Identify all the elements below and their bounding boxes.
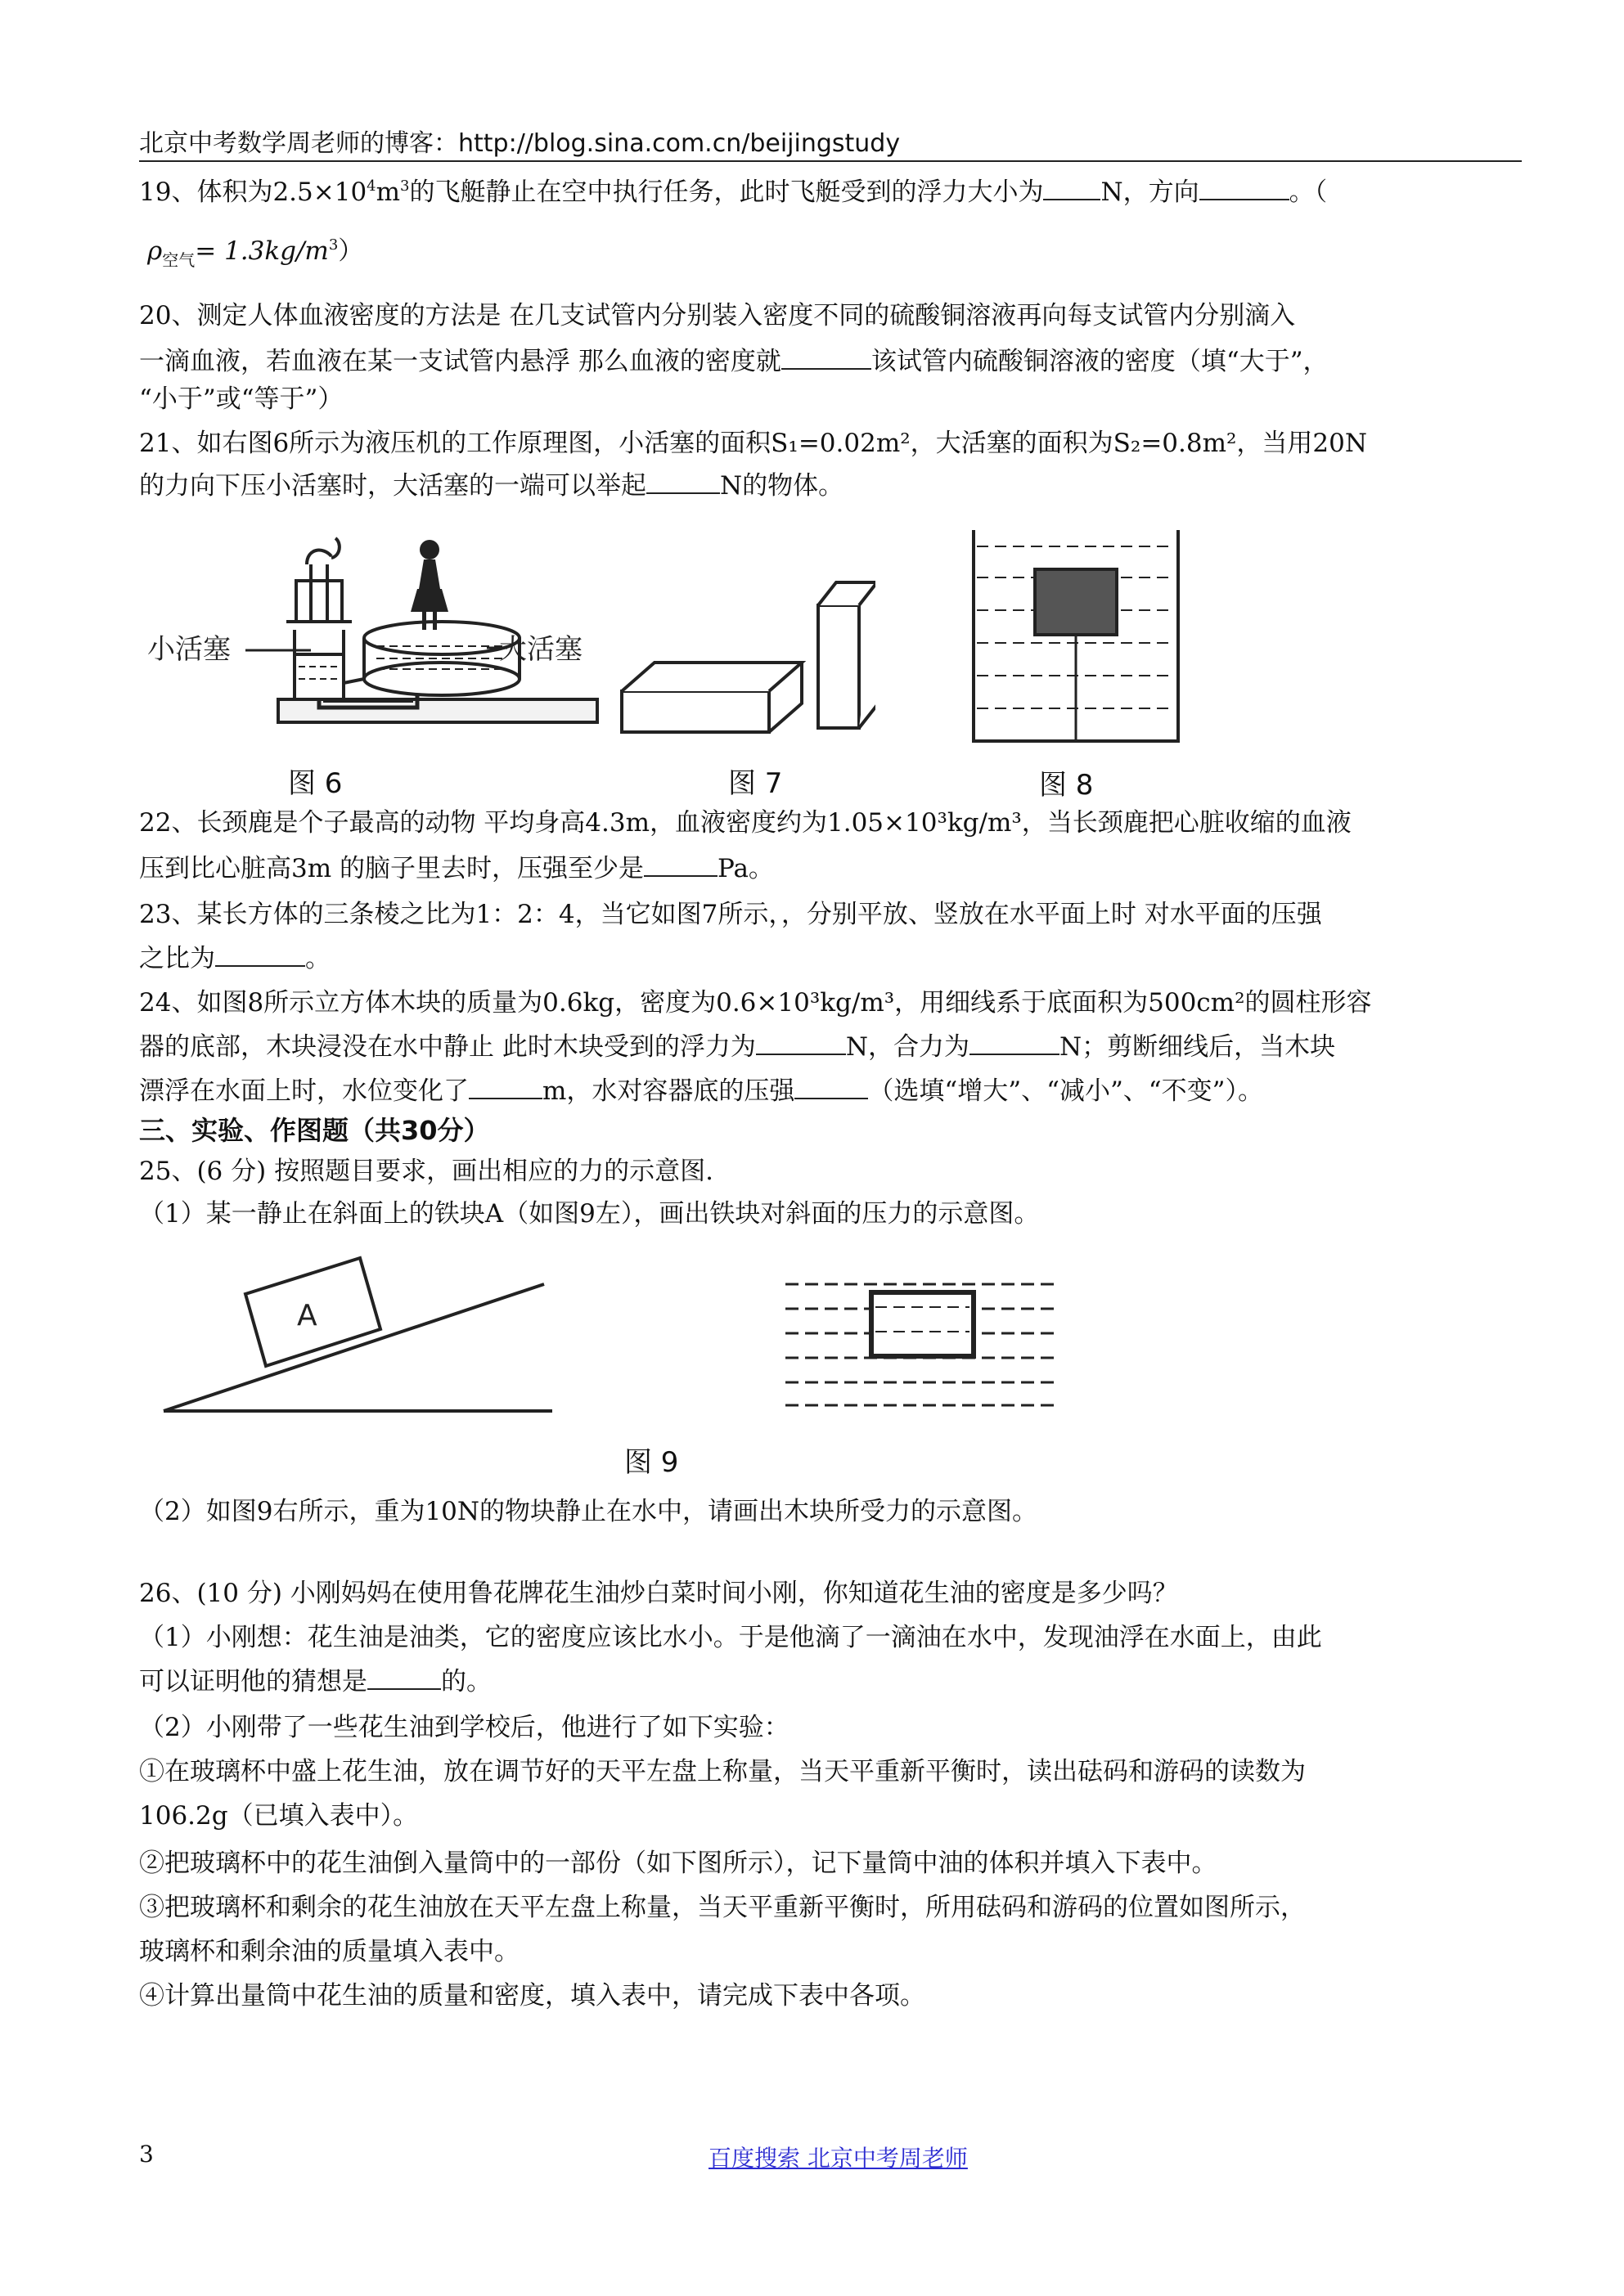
answer-blank[interactable] — [646, 470, 720, 494]
answer-blank[interactable] — [215, 942, 305, 967]
footer-link[interactable]: 百度搜索 北京中考周老师 — [709, 2145, 968, 2172]
q25-line3: （2）如图9右所示，重为10N的物块静止在水中，请画出木块所受力的示意图。 — [139, 1497, 1038, 1526]
fig6-big-piston-label: 大活塞 — [499, 633, 583, 666]
q19-line2: $\rho_{空气}= 1.3kg/m^3$） — [147, 236, 364, 270]
figure-9-incline — [160, 1243, 569, 1423]
answer-blank[interactable] — [969, 1031, 1059, 1055]
answer-blank[interactable] — [469, 1075, 542, 1099]
q23-line1: 23、某长方体的三条棱之比为1：2：4，当它如图7所示，，分别平放、竖放在水平面上时 对水平面的压强 — [139, 900, 1322, 929]
q21-line1: 21、如右图6所示为液压机的工作原理图，小活塞的面积S₁=0.02m²，大活塞的面积为S₂=0.8m²，当用20N — [139, 429, 1367, 458]
header-rule — [139, 160, 1522, 162]
answer-blank[interactable] — [367, 1665, 441, 1690]
q24-line3: 漂浮在水面上时，水位变化了 m，水对容器底的压强 （选填“增大”、“减小”、“不变”）。 — [139, 1076, 1263, 1106]
fig6-small-piston-label: 小活塞 — [147, 633, 231, 666]
q22-line2: 压到比心脏高3m 的脑子里去时，压强至少是 Pa。 — [139, 854, 774, 883]
fig9-water-block-rect — [871, 1292, 974, 1356]
q24-line2: 器的底部，木块浸没在水中静止 此时木块受到的浮力为 N，合力为 N；剪断细线后，当木块 — [139, 1032, 1336, 1062]
answer-blank[interactable] — [1043, 176, 1100, 200]
q26-line1: 26、(10 分) 小刚妈妈在使用鲁花牌花生油炒白菜时间小刚，你知道花生油的密度是多少吗？ — [139, 1579, 1178, 1608]
figure-7-cuboids — [614, 564, 875, 744]
q26-line7: ②把玻璃杯中的花生油倒入量筒中的一部份（如下图所示），记下量筒中油的体积并填入下表中。 — [139, 1849, 1217, 1878]
q20-line3: “小于”或“等于”） — [139, 384, 344, 414]
answer-blank[interactable] — [794, 1075, 868, 1099]
page-number: 3 — [139, 2141, 154, 2168]
section-3-title: 三、实验、作图题（共30分） — [139, 1115, 490, 1146]
q26-line3: 可以证明他的猜想是 的。 — [139, 1667, 492, 1696]
q26-line6: 106.2g（已填入表中）。 — [139, 1801, 419, 1831]
q19-line1: 19、体积为$2.5\times 10^4m^3$的飞艇静止在空中执行任务，此时飞艇受到的浮力大小为 N，方向 。（ — [139, 177, 1328, 207]
blog-header: 北京中考数学周老师的博客：http://blog.sina.com.cn/beijingstudy — [139, 129, 901, 158]
q24-line1: 24、如图8所示立方体木块的质量为0.6kg，密度为0.6×10³kg/m³，用细线系于底面积为500cm²的圆柱形容 — [139, 988, 1372, 1018]
q22-line1: 22、长颈鹿是个子最高的动物 平均身高4.3m，血液密度约为1.05×10³kg/m³，当长颈鹿把心脏收缩的血液 — [139, 808, 1352, 838]
figure-8-container — [965, 530, 1186, 753]
q25-line2: （1）某一静止在斜面上的铁块A（如图9左），画出铁块对斜面的压力的示意图。 — [139, 1199, 1040, 1229]
q25-line1: 25、(6 分) 按照题目要求，画出相应的力的示意图. — [139, 1157, 713, 1186]
answer-blank[interactable] — [644, 852, 718, 877]
q21-line2: 的力向下压小活塞时，大活塞的一端可以举起 N的物体。 — [139, 471, 844, 501]
answer-blank[interactable] — [781, 345, 871, 370]
q26-line4: （2）小刚带了一些花生油到学校后，他进行了如下实验： — [139, 1713, 790, 1742]
q26-line2: （1）小刚想：花生油是油类，它的密度应该比水小。于是他滴了一滴油在水中，发现油浮在水面上，由此 — [139, 1623, 1322, 1652]
figure-6-caption: 图 6 — [288, 767, 343, 800]
answer-blank[interactable] — [756, 1031, 846, 1055]
figure-8-caption: 图 8 — [1039, 769, 1094, 802]
q26-line10: ④计算出量筒中花生油的质量和密度，填入表中，请完成下表中各项。 — [139, 1981, 925, 2011]
figure-7-caption: 图 7 — [728, 767, 783, 800]
q26-line8: ③把玻璃杯和剩余的花生油放在天平左盘上称量，当天平重新平衡时，所用砝码和游码的位置如图所示， — [139, 1893, 1306, 1922]
figure-9-caption: 图 9 — [624, 1446, 679, 1479]
q23-line2: 之比为 。 — [139, 944, 331, 973]
q26-line9: 玻璃杯和剩余油的质量填入表中。 — [139, 1937, 520, 1966]
q26-line5: ①在玻璃杯中盛上花生油，放在调节好的天平左盘上称量，当天平重新平衡时，读出砝码和游码的读数为 — [139, 1757, 1306, 1786]
q20-line1: 20、测定人体血液密度的方法是 在几支试管内分别装入密度不同的硫酸铜溶液再向每支试管内分别滴入 — [139, 301, 1296, 330]
figure-9-water-block — [785, 1276, 1064, 1415]
q20-line2: 一滴血液，若血液在某一支试管内悬浮 那么血液的密度就 该试管内硫酸铜溶液的密度（填“大于”， — [139, 347, 1329, 376]
figure-6-hydraulic-press — [147, 532, 605, 753]
answer-blank[interactable] — [1199, 176, 1289, 200]
fig9-block-label: A — [297, 1299, 317, 1332]
